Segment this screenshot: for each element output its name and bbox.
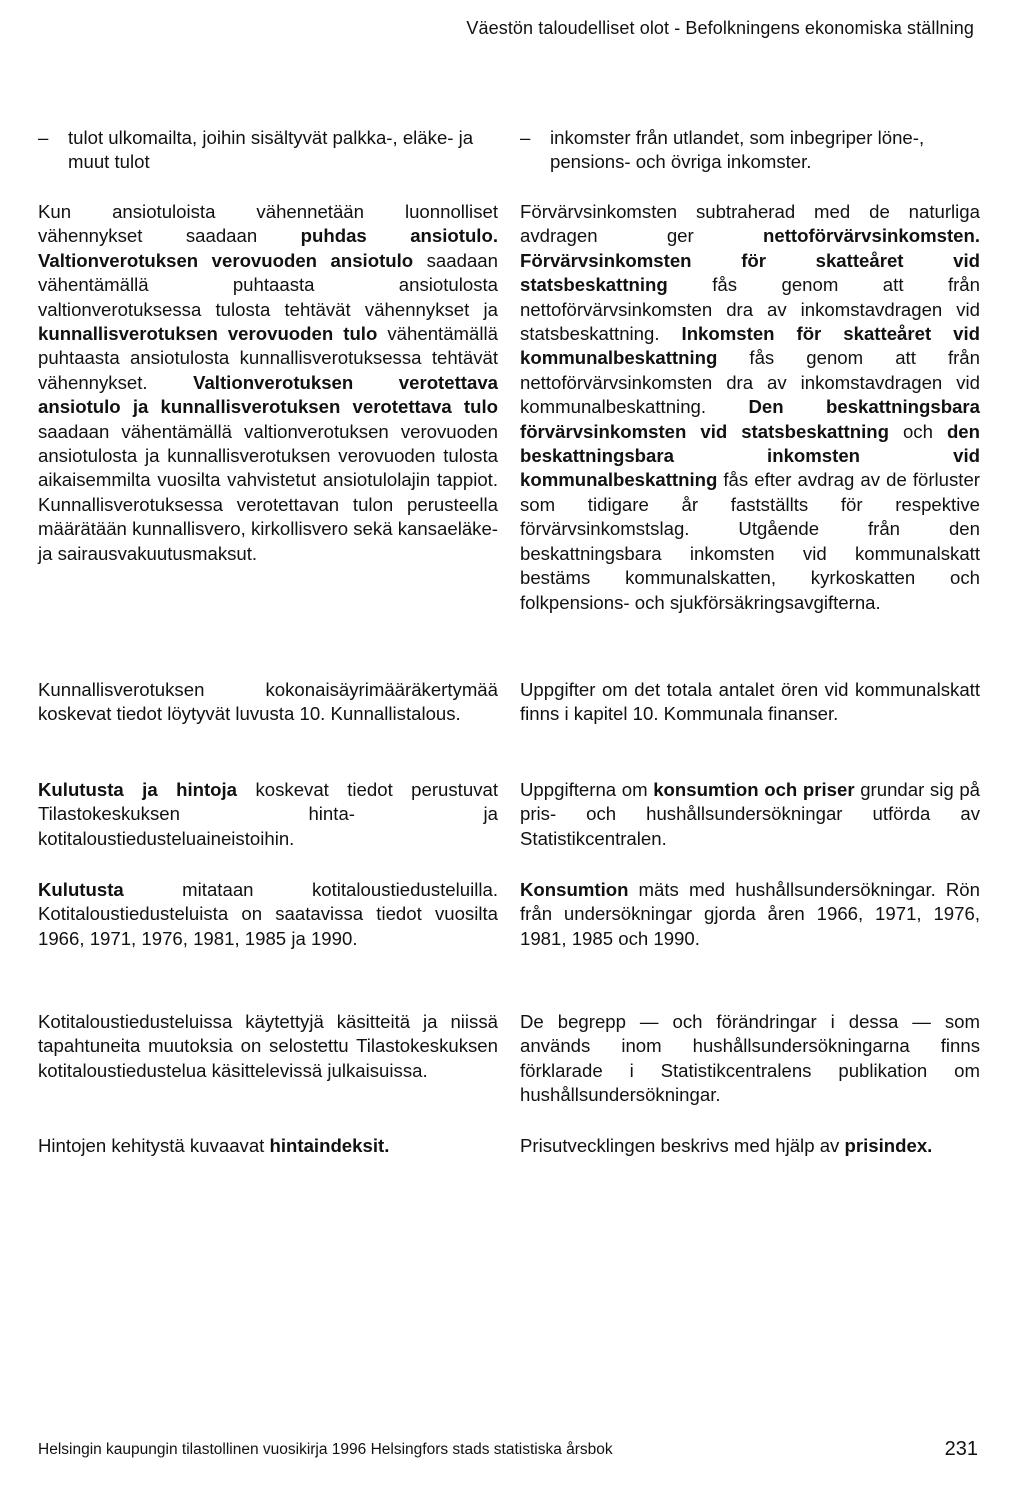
- fi-paragraph-municipal: Kunnallisverotuksen kokonaisäyrimääräkertymää koskevat tiedot löytyvät luvusta 10. Kunnallistalous.: [38, 679, 498, 725]
- running-header: Väestön taloudelliset olot - Befolkningens ekonomiska ställning: [466, 18, 974, 38]
- dash-bullet: –: [520, 127, 531, 148]
- fi-paragraph-concepts: Kotitaloustiedusteluissa käytettyjä käsitteitä ja niissä tapahtuneita muutoksia on selostettu Tilastokeskuksen kotitaloustiedustelua käsittelevissä julkaisuissa.: [38, 1011, 498, 1081]
- sv-paragraph-survey: Konsumtion mäts med hushållsundersökningar. Rön från undersökningar gjorda åren 1966, 1971, 1976, 1981, 1985 och 1990.: [520, 879, 980, 949]
- page-number: 231: [944, 1438, 978, 1460]
- fi-paragraph-prices: Hintojen kehitystä kuvaavat hintaindeksit.: [38, 1135, 390, 1156]
- page-footer: [38, 1438, 978, 1460]
- dash-bullet: –: [38, 127, 49, 148]
- footer-text: Helsingin kaupungin tilastollinen vuosikirja 1996 Helsingfors stads statistiska årsbok: [38, 1441, 613, 1458]
- sv-list-item: [520, 126, 980, 175]
- fi-paragraph-income: Kun ansiotuloista vähennetään luonnolliset vähennykset saadaan puhdas ansiotulo. Valtionverotuksen verovuoden ansiotulo saadaan vähentämällä puhtaasta ansiotulosta valtionverotuksessa tulosta tehtävät vähennykset ja kunnallisverotuksen verovuoden tulo vähentämällä puhtaasta ansiotulosta kunnallisverotuksessa tehtävät vähennykset. Valtionverotuksen verotettava ansiotulo ja kunnallisverotuksen verotettava tulo saadaan vähentämällä valtionverotuksen verovuoden ansiotulosta ja kunnallisverotuksen verovuoden tulosta aikaisemmilta vuosilta vahvistetut ansiotulolajin tappiot. Kunnallisverotuksessa verotettavan tulon perusteella määrätään kunnallisvero, kirkollisvero sekä kansaeläke- ja sairausvakuutusmaksut.: [38, 201, 498, 564]
- sv-paragraph-concepts: De begrepp — och förändringar i dessa — som används inom hushållsundersökningarna finns förklarade i Statistikcentralens publikation om hushållsundersökningar.: [520, 1011, 980, 1106]
- fi-list-text: tulot ulkomailta, joihin sisältyvät palkka-, eläke- ja muut tulot: [68, 127, 474, 173]
- fi-list-item: [38, 126, 498, 175]
- sv-paragraph-municipal: Uppgifter om det totala antalet ören vid kommunalskatt finns i kapitel 10. Kommunala finanser.: [520, 679, 980, 725]
- fi-paragraph-survey: Kulutusta mitataan kotitaloustiedusteluilla. Kotitaloustiedusteluista on saatavissa tiedot vuosilta 1966, 1971, 1976, 1981, 1985 ja 1990.: [38, 879, 498, 949]
- sv-paragraph-prices: Prisutvecklingen beskrivs med hjälp av prisindex.: [520, 1135, 933, 1156]
- fi-paragraph-consumption: Kulutusta ja hintoja koskevat tiedot perustuvat Tilastokeskuksen hinta- ja kotitaloustiedusteluaineistoihin.: [38, 779, 498, 849]
- sv-paragraph-consumption: Uppgifterna om konsumtion och priser grundar sig på pris- och hushållsundersökningar utförda av Statistikcentralen.: [520, 779, 980, 849]
- sv-paragraph-income: Förvärvsinkomsten subtraherad med de naturliga avdragen ger nettoförvärvsinkomsten. Förvärvsinkomsten för skatteåret vid statsbeskattning fås genom att från nettoförvärvsinkomsten dra av inkomstavdragen vid statsbeskattning. Inkomsten för skatteåret vid kommunalbeskattning fås genom att från nettoförvärvsinkomsten dra av inkomstavdragen vid kommunalbeskattning. Den beskattningsbara förvärvsinkomsten vid statsbeskattning och den beskattningsbara inkomsten vid kommunalbeskattning fås efter avdrag av de förluster som tidigare år fastställts för respektive förvärvsinkomstslag. Utgående från den beskattningsbara inkomsten vid kommunalskatt bestäms kommunalskatten, kyrkoskatten och folkpensions- och sjukförsäkringsavgifterna.: [520, 201, 980, 613]
- sv-list-text: inkomster från utlandet, som inbegriper löne-, pensions- och övriga inkomster.: [550, 127, 925, 173]
